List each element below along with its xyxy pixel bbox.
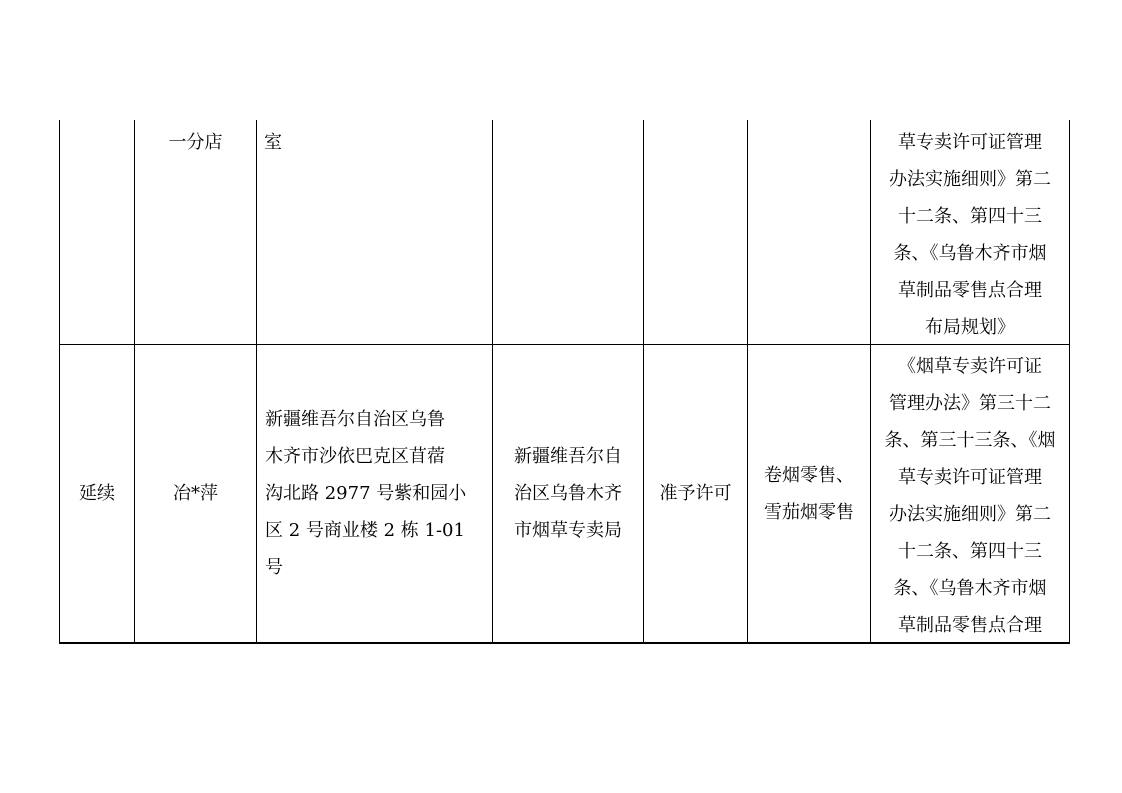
- address-continuation: [264, 124, 484, 344]
- business-address-cell: [257, 345, 492, 642]
- table-border-right: [1069, 120, 1070, 644]
- legal-basis: 《烟草专卖许可证 管理办法》第三十二 条、第三十三条、《烟 草专卖许可证管理 办法实施细则》第二 十二条、第四十三 条、《乌鲁木齐市烟 草制品零售点合理: [884, 356, 1056, 636]
- issuing-authority-cell: [493, 345, 643, 642]
- store-name-continuation: [135, 124, 256, 344]
- applicant-name-cell: [135, 345, 256, 642]
- legal-basis-cell: [871, 348, 1069, 642]
- decision-cell: [644, 345, 747, 642]
- legal-basis-continuation: [871, 124, 1069, 344]
- decision: 准予许可: [659, 483, 732, 504]
- legal-basis-continuation-text: 草专卖许可证管理 办法实施细则》第二 十二条、第四十三 条、《乌鲁木齐市烟 草制品零售点合理 布局规划》: [889, 132, 1051, 338]
- business-scope-cell: [748, 345, 870, 642]
- store-name-continuation-text: 一分店: [168, 132, 223, 153]
- application-type: 延续: [79, 483, 115, 504]
- address-continuation-text: 室: [264, 132, 282, 153]
- issuing-authority: 新疆维吾尔自 治区乌鲁木齐 市烟草专卖局: [514, 446, 622, 541]
- application-type-cell: [60, 345, 134, 642]
- applicant-name: 冶*萍: [173, 483, 218, 504]
- business-scope: 卷烟零售、 雪茄烟零售: [764, 464, 854, 523]
- business-address: 新疆维吾尔自治区乌鲁 木齐市沙依巴克区苜蓿 沟北路 2977 号紫和园小 区 2 号商业楼 2 栋 1-01 号: [265, 409, 467, 578]
